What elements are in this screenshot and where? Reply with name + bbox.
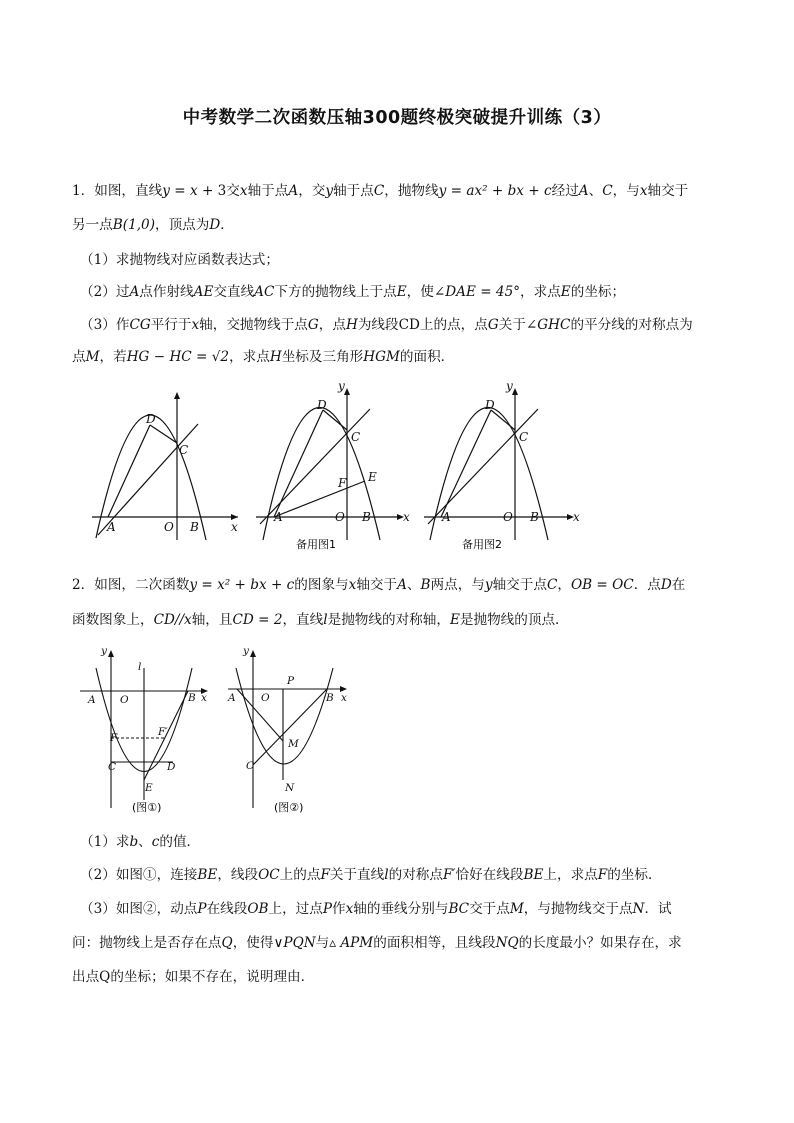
math-expr: ∨PQN <box>273 935 316 951</box>
text: （2）过 <box>80 284 130 300</box>
text: 的图象与 <box>294 577 349 593</box>
text: 的平分线的对称点为 <box>570 317 693 333</box>
text: ，使 <box>406 284 434 300</box>
text: 的值． <box>159 834 201 850</box>
math-expr: CD//x <box>153 612 192 628</box>
math-var: c <box>151 834 160 850</box>
text: ，点 <box>318 317 346 333</box>
math-var: N <box>632 901 645 917</box>
text: 作 <box>332 901 346 917</box>
text: 是抛物线的对称轴， <box>327 612 450 628</box>
fig3-label-a: A <box>442 510 451 524</box>
math-var: x <box>345 901 354 917</box>
math-var: y <box>484 577 493 593</box>
text: 两点，与 <box>430 577 485 593</box>
text: 的坐标． <box>607 867 662 883</box>
text: 1．如图，直线 <box>72 183 163 199</box>
fig4-label-f2: F′ <box>158 726 168 738</box>
math-var: F <box>597 867 608 883</box>
math-var: B <box>420 577 431 593</box>
text: 上，求点 <box>543 867 598 883</box>
q2-part-1 <box>80 833 200 851</box>
text: ，线段 <box>217 867 259 883</box>
math-var: Q <box>221 935 233 951</box>
math-expr: CD = 2 <box>232 612 283 628</box>
fig2-label-d: D <box>317 398 327 412</box>
text: ，直线 <box>282 612 324 628</box>
fig2-label-a: A <box>274 510 283 524</box>
text: ，顶点为 <box>155 217 210 233</box>
text: （3）如图②，动点 <box>80 901 198 917</box>
math-var: BC <box>448 901 470 917</box>
fig3-label-y: y <box>506 379 513 393</box>
fig5-caption: (图②) <box>274 801 304 814</box>
math-expr: HG − HC = √2 <box>126 349 230 365</box>
math-var: C <box>546 577 558 593</box>
fig5-label-p: P <box>287 675 295 687</box>
fig4-label-y: y <box>101 645 107 657</box>
fig4-label-d: D <box>167 761 176 773</box>
math-var: OB <box>247 901 269 917</box>
q2-part-2 <box>80 866 662 884</box>
fig3-label-o: O <box>503 510 513 524</box>
math-var: HGM <box>363 349 400 365</box>
text: 轴，交抛物线于点 <box>199 317 308 333</box>
text: 关于直线 <box>329 867 385 883</box>
fig5-label-x: x <box>341 692 347 704</box>
math-var: F <box>320 867 330 883</box>
fig5-label-c: C <box>246 760 255 772</box>
math-expr: ∠DAE = 45° <box>433 284 521 300</box>
fig3-label-c: C <box>519 430 529 444</box>
text: 在线段 <box>206 901 248 917</box>
text: ，若 <box>99 349 127 365</box>
math-var: H <box>345 317 358 333</box>
fig5-label-a: A <box>228 692 236 704</box>
math-var: b <box>129 834 139 850</box>
math-var: x <box>639 183 648 199</box>
fig5-y-arrow <box>250 650 256 657</box>
math-var: x <box>189 183 198 199</box>
text: （3）作 <box>80 317 130 333</box>
math-var: A <box>397 577 407 593</box>
fig1-label-d: D <box>146 412 156 426</box>
math-var: C <box>602 183 613 199</box>
text: （1）求 <box>80 834 130 850</box>
fig5-line-am <box>237 689 283 741</box>
math-var: E <box>560 284 571 300</box>
math-var: l <box>323 612 328 628</box>
fig4-label-e: E <box>145 782 153 794</box>
fig3-label-d: D <box>485 398 495 412</box>
fig4-label-x: x <box>201 692 207 704</box>
text: 在 <box>671 577 686 593</box>
text: 交直线 <box>213 284 255 300</box>
math-var: AC <box>254 284 275 300</box>
text: 轴交于点 <box>492 577 547 593</box>
text: 坐标及三角形 <box>281 349 364 365</box>
text: 的对称点 <box>388 867 443 883</box>
text: 关于 <box>498 317 526 333</box>
text: 经过 <box>551 183 579 199</box>
text: （2）如图①，连接 <box>80 867 198 883</box>
math-expr: B(1,0) <box>112 217 155 233</box>
fig5-label-o: O <box>261 692 270 704</box>
math-var: M <box>509 901 524 917</box>
math-var: CG <box>129 317 151 333</box>
fig5-label-n: N <box>285 782 295 794</box>
text: 轴，且 <box>191 612 233 628</box>
fig1-label-x: x <box>231 520 238 534</box>
math-var: BE <box>197 867 218 883</box>
math-expr: OB = OC <box>570 577 634 593</box>
text: ，求点 <box>520 284 561 300</box>
math-var: H <box>269 349 282 365</box>
math-var: G <box>487 317 499 333</box>
fig2-label-e: E <box>368 470 377 484</box>
math-var: D <box>209 217 221 233</box>
math-var: x <box>191 317 200 333</box>
text: = <box>169 183 190 199</box>
fig4-label-l: l <box>138 661 142 673</box>
fig5-label-y: y <box>243 645 249 657</box>
text: 另一点 <box>72 217 113 233</box>
text: 为线段CD上的点，点 <box>357 317 488 333</box>
text: ，抛物线 <box>384 183 439 199</box>
text: 2．如图，二次函数 <box>72 577 190 593</box>
math-var: y <box>325 183 334 199</box>
fig2-caption: 备用图1 <box>296 538 336 551</box>
math-expr: y = ax² + bx + c <box>438 183 552 199</box>
text: ，使得 <box>232 935 274 951</box>
text: ．点 <box>633 577 661 593</box>
text: ，交 <box>298 183 326 199</box>
fig3-caption: 备用图2 <box>462 538 502 551</box>
text: 问：抛物线上是否存在点 <box>72 935 222 951</box>
q2-part-3 <box>80 900 672 918</box>
text: 、 <box>138 834 152 850</box>
text: 轴交于 <box>356 577 398 593</box>
text: 函数图象上， <box>72 612 154 628</box>
fig4-label-o: O <box>120 694 129 706</box>
text: 点 <box>72 349 86 365</box>
text: 的长度最小？如果存在，求 <box>518 935 682 951</box>
fig4-label-a: A <box>88 694 96 706</box>
text: 点作射线 <box>139 284 194 300</box>
fig2-label-x: x <box>403 510 410 524</box>
text: 轴于点 <box>333 183 374 199</box>
fig5-label-b: B <box>326 692 334 704</box>
math-var: AE <box>193 284 214 300</box>
fig1-label-o: O <box>164 520 174 534</box>
fig4-label-b: B <box>188 692 196 704</box>
fig4-label-c: C <box>108 761 117 773</box>
q2-part-3-end: 出点Q的坐标；如果不存在，说明理由． <box>72 969 315 985</box>
math-expr: ▵ APM <box>329 935 374 951</box>
fig3-label-x: x <box>573 510 580 524</box>
fig3-label-b: B <box>530 510 539 524</box>
math-var: A <box>578 183 589 199</box>
fig2-label-o: O <box>335 510 345 524</box>
math-expr: y = x² + bx + c <box>189 577 295 593</box>
text: 平行于 <box>150 317 192 333</box>
text: 交于点 <box>469 901 510 917</box>
math-var: A <box>288 183 299 199</box>
math-var: BE <box>523 867 544 883</box>
fig4-y-arrow <box>108 650 114 657</box>
text: 轴的垂线分别与 <box>353 901 449 917</box>
text: 、 <box>406 577 421 593</box>
text: ，与抛物线交于点 <box>523 901 633 917</box>
math-var: D <box>660 577 672 593</box>
math-var: E <box>396 284 407 300</box>
math-var: P <box>322 901 333 917</box>
text: ．试 <box>644 901 672 917</box>
text: ， <box>557 577 571 593</box>
fig2-label-b: B <box>362 510 371 524</box>
fig2-label-c: C <box>351 430 361 444</box>
math-var: F′ <box>442 867 456 883</box>
text: 的面积相等，且线段 <box>373 935 496 951</box>
q2-part-3-cont <box>72 934 682 952</box>
math-var: NQ <box>495 935 519 951</box>
fig2-label-f: F <box>338 476 347 490</box>
q1-part-1: （1）求抛物线对应函数表达式； <box>80 252 279 268</box>
math-expr: ∠GHC <box>525 317 571 333</box>
math-var: P <box>197 901 207 917</box>
fig1-label-c: C <box>179 443 189 457</box>
text: 下方的抛物线上于点 <box>274 284 397 300</box>
page-title: 中考数学二次函数压轴300题终极突破提升训练（3） <box>182 108 612 128</box>
math-var: OC <box>258 867 280 883</box>
text: 是抛物线的顶点． <box>459 612 569 628</box>
math-var: x <box>239 183 248 199</box>
text: 的坐标； <box>570 284 626 300</box>
fig5-label-m: M <box>288 738 299 750</box>
text: 轴于点 <box>247 183 289 199</box>
fig1-label-a: A <box>107 520 116 534</box>
math-var: M <box>85 349 100 365</box>
fig2-label-y: y <box>338 379 345 393</box>
text: 上的点 <box>279 867 321 883</box>
text: + 3交 <box>197 183 240 199</box>
text: 轴交于 <box>647 183 689 199</box>
fig5-parabola <box>236 668 333 764</box>
math-var: x <box>348 577 357 593</box>
math-var: G <box>307 317 319 333</box>
text: ，与 <box>612 183 640 199</box>
text: 上，过点 <box>268 901 323 917</box>
text: 与 <box>315 935 330 951</box>
text: ，求点 <box>229 349 270 365</box>
text: 恰好在线段 <box>455 867 524 883</box>
math-var: C <box>373 183 385 199</box>
text: 、 <box>588 183 603 199</box>
fig1-label-b: B <box>190 520 199 534</box>
math-var: E <box>449 612 460 628</box>
fig4-label-f: F <box>110 732 118 744</box>
math-var: A <box>129 284 140 300</box>
math-var: y <box>162 183 170 199</box>
math-var: l <box>384 867 389 883</box>
text: ． <box>220 217 234 233</box>
fig4-caption: (图①) <box>132 801 162 814</box>
text: 的面积． <box>399 349 455 365</box>
